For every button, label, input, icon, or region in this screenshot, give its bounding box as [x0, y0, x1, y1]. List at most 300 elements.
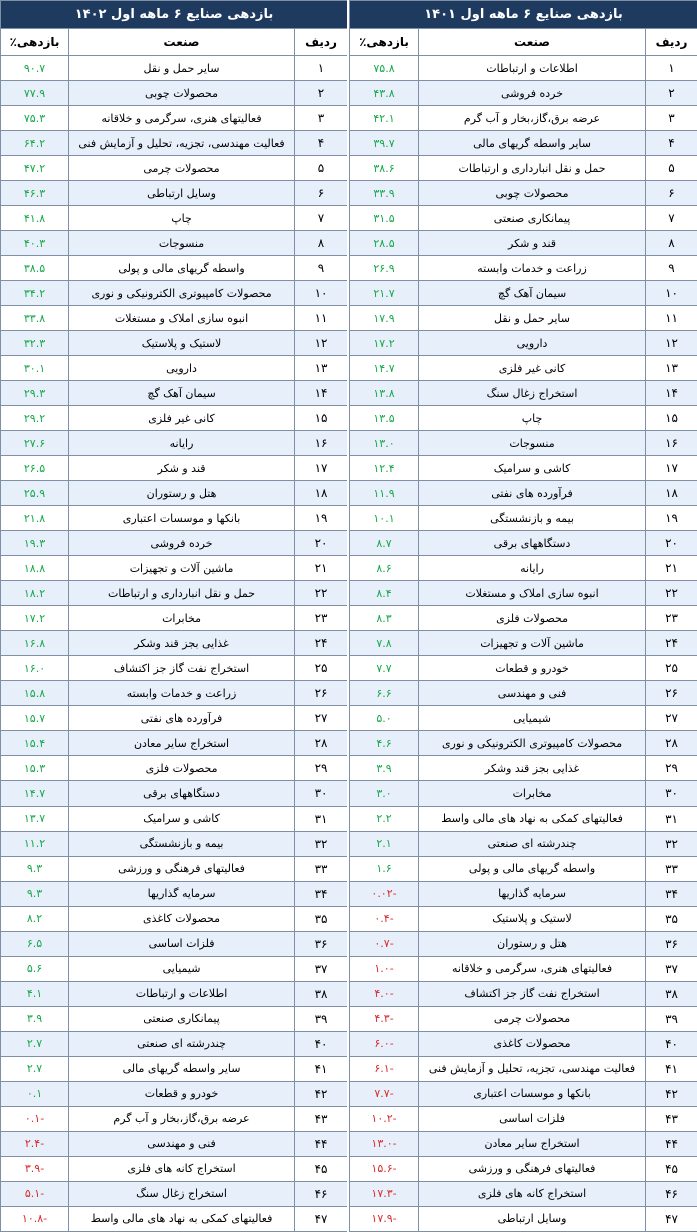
- row-industry: منسوجات: [69, 231, 295, 256]
- table-row: [1, 206, 348, 231]
- table-row: [1, 631, 348, 656]
- table-row: [1, 1031, 348, 1056]
- table-row: [1, 431, 348, 456]
- row-rank: ۲۳: [295, 606, 348, 631]
- table-row: [1, 281, 348, 306]
- row-industry: استخراج سایر معادن: [419, 1131, 646, 1156]
- row-industry: فعالیتهای فرهنگی و ورزشی: [419, 1156, 646, 1181]
- row-rank: ۸: [295, 231, 348, 256]
- row-rank: ۹: [295, 256, 348, 281]
- row-industry: محصولات چوبی: [419, 181, 646, 206]
- row-rank: ۴۱: [295, 1056, 348, 1081]
- table-1402-title: بازدهی صنایع ۶ ماهه اول ۱۴۰۲: [1, 1, 348, 29]
- row-industry: غذایی بجز قند وشکر: [69, 631, 295, 656]
- row-return: -۰.۱: [1, 1106, 69, 1131]
- row-industry: دستگاههای برقی: [69, 781, 295, 806]
- row-industry: چاپ: [69, 206, 295, 231]
- row-return: -۶.۱: [350, 1056, 419, 1081]
- table-row: [350, 431, 697, 456]
- row-return: -۵.۱: [1, 1181, 69, 1206]
- row-industry: استخراج کانه های فلزی: [419, 1181, 646, 1206]
- table-row: [1, 556, 348, 581]
- table-row: [350, 781, 697, 806]
- row-industry: سیمان آهک گچ: [69, 381, 295, 406]
- row-return: ۱.۶: [350, 856, 419, 881]
- row-rank: ۲۰: [295, 531, 348, 556]
- row-industry: هتل و رستوران: [69, 481, 295, 506]
- row-rank: ۳۰: [295, 781, 348, 806]
- row-return: ۶۴.۲: [1, 131, 69, 156]
- row-industry: چندرشته ای صنعتی: [419, 831, 646, 856]
- row-rank: ۴۳: [646, 1106, 697, 1131]
- row-rank: ۲: [295, 81, 348, 106]
- row-return: ۱۷.۲: [350, 331, 419, 356]
- row-return: ۲.۷: [1, 1031, 69, 1056]
- table-1402: [0, 0, 348, 1232]
- row-industry: فنی و مهندسی: [419, 681, 646, 706]
- header-industry: صنعت: [419, 29, 646, 56]
- row-return: ۲.۷: [1, 1056, 69, 1081]
- row-return: ۲۹.۳: [1, 381, 69, 406]
- table-row: [350, 81, 697, 106]
- header-return: بازدهی٪: [1, 29, 69, 56]
- table-row: [1, 1081, 348, 1106]
- table-row: [350, 756, 697, 781]
- table-row: [1, 706, 348, 731]
- table-row: [350, 981, 697, 1006]
- row-return: ۱۸.۸: [1, 556, 69, 581]
- table-row: [350, 1206, 697, 1231]
- row-return: ۳۹.۷: [350, 131, 419, 156]
- table-row: [1, 981, 348, 1006]
- row-rank: ۴۱: [646, 1056, 697, 1081]
- row-return: -۱۰.۲: [350, 1106, 419, 1131]
- table-row: [350, 131, 697, 156]
- table-row: [1, 881, 348, 906]
- row-rank: ۲۱: [295, 556, 348, 581]
- row-return: ۱۵.۳: [1, 756, 69, 781]
- row-return: ۸.۷: [350, 531, 419, 556]
- row-rank: ۳۹: [646, 1006, 697, 1031]
- row-industry: بانکها و موسسات اعتباری: [419, 1081, 646, 1106]
- row-industry: لاستیک و پلاستیک: [419, 906, 646, 931]
- table-row: [350, 281, 697, 306]
- row-rank: ۲۶: [646, 681, 697, 706]
- row-return: -۰.۰۲: [350, 881, 419, 906]
- table-row: [350, 906, 697, 931]
- row-industry: محصولات کاغذی: [419, 1031, 646, 1056]
- row-return: ۳۳.۹: [350, 181, 419, 206]
- row-return: ۶.۶: [350, 681, 419, 706]
- row-return: ۳۳.۸: [1, 306, 69, 331]
- row-industry: واسطه گریهای مالی و پولی: [69, 256, 295, 281]
- row-rank: ۲۴: [295, 631, 348, 656]
- row-industry: فلزات اساسی: [69, 931, 295, 956]
- row-return: ۱۶.۸: [1, 631, 69, 656]
- row-return: ۸.۳: [350, 606, 419, 631]
- row-return: -۱۳.۰: [350, 1131, 419, 1156]
- row-return: -۰.۷: [350, 931, 419, 956]
- row-industry: فعالیتهای هنری، سرگرمی و خلاقانه: [419, 956, 646, 981]
- row-rank: ۳۶: [646, 931, 697, 956]
- row-rank: ۷: [646, 206, 697, 231]
- row-industry: سرمایه گذاریها: [69, 881, 295, 906]
- row-rank: ۴۲: [646, 1081, 697, 1106]
- row-return: ۲.۲: [350, 806, 419, 831]
- row-rank: ۲۸: [646, 731, 697, 756]
- row-industry: رایانه: [419, 556, 646, 581]
- row-industry: سایر واسطه گریهای مالی: [419, 131, 646, 156]
- row-return: ۱۳.۸: [350, 381, 419, 406]
- table-row: [1, 606, 348, 631]
- row-rank: ۷: [295, 206, 348, 231]
- table-row: [1, 656, 348, 681]
- table-row: [1, 581, 348, 606]
- row-rank: ۱۵: [295, 406, 348, 431]
- row-rank: ۲۴: [646, 631, 697, 656]
- row-return: ۳۸.۵: [1, 256, 69, 281]
- row-industry: دستگاههای برقی: [419, 531, 646, 556]
- row-rank: ۴۷: [646, 1206, 697, 1231]
- table-row: [350, 156, 697, 181]
- row-industry: محصولات چرمی: [419, 1006, 646, 1031]
- table-row: [350, 531, 697, 556]
- row-industry: اطلاعات و ارتباطات: [69, 981, 295, 1006]
- table-row: [350, 406, 697, 431]
- row-return: ۲.۱: [350, 831, 419, 856]
- row-industry: زراعت و خدمات وابسته: [419, 256, 646, 281]
- table-row: [350, 931, 697, 956]
- table-row: [350, 1131, 697, 1156]
- row-industry: فعالیتهای فرهنگی و ورزشی: [69, 856, 295, 881]
- row-industry: قند و شکر: [69, 456, 295, 481]
- row-industry: پیمانکاری صنعتی: [419, 206, 646, 231]
- table-row: [1, 756, 348, 781]
- row-industry: سایر حمل و نقل: [419, 306, 646, 331]
- row-industry: غذایی بجز قند وشکر: [419, 756, 646, 781]
- table-row: [1, 1181, 348, 1206]
- row-industry: فعالیتهای کمکی به نهاد های مالی واسط: [69, 1206, 295, 1231]
- table-row: [350, 506, 697, 531]
- row-rank: ۲۸: [295, 731, 348, 756]
- table-row: [1, 1106, 348, 1131]
- row-return: ۱۱.۹: [350, 481, 419, 506]
- table-row: [1, 781, 348, 806]
- row-return: -۱۷.۳: [350, 1181, 419, 1206]
- row-rank: ۳۵: [295, 906, 348, 931]
- table-row: [350, 1081, 697, 1106]
- row-return: ۱۳.۵: [350, 406, 419, 431]
- row-industry: فعالیتهای کمکی به نهاد های مالی واسط: [419, 806, 646, 831]
- row-rank: ۴۲: [295, 1081, 348, 1106]
- row-return: ۱۵.۴: [1, 731, 69, 756]
- row-rank: ۱۳: [295, 356, 348, 381]
- row-return: ۹.۳: [1, 881, 69, 906]
- row-rank: ۲۶: [295, 681, 348, 706]
- row-rank: ۲۷: [295, 706, 348, 731]
- row-return: ۳.۰: [350, 781, 419, 806]
- row-rank: ۴۷: [295, 1206, 348, 1231]
- table-row: [350, 331, 697, 356]
- row-industry: محصولات چوبی: [69, 81, 295, 106]
- row-return: ۹۰.۷: [1, 56, 69, 81]
- table-row: [1, 806, 348, 831]
- row-industry: پیمانکاری صنعتی: [69, 1006, 295, 1031]
- row-rank: ۱۶: [646, 431, 697, 456]
- row-industry: اطلاعات و ارتباطات: [419, 56, 646, 81]
- table-row: [350, 106, 697, 131]
- row-return: ۳۰.۱: [1, 356, 69, 381]
- row-industry: فنی و مهندسی: [69, 1131, 295, 1156]
- row-return: -۴.۳: [350, 1006, 419, 1031]
- table-row: [1, 481, 348, 506]
- header-rank: ردیف: [295, 29, 348, 56]
- table-row: [350, 556, 697, 581]
- table-row: [350, 256, 697, 281]
- row-industry: محصولات کامپیوتری الکترونیکی و نوری: [69, 281, 295, 306]
- row-rank: ۱۱: [646, 306, 697, 331]
- row-industry: بیمه و بازنشستگی: [69, 831, 295, 856]
- row-industry: سیمان آهک گچ: [419, 281, 646, 306]
- row-rank: ۶: [646, 181, 697, 206]
- row-return: -۶.۰: [350, 1031, 419, 1056]
- row-industry: حمل و نقل انبارداری و ارتباطات: [419, 156, 646, 181]
- row-return: ۰.۱: [1, 1081, 69, 1106]
- row-rank: ۳۰: [646, 781, 697, 806]
- table-row: [350, 1031, 697, 1056]
- table-row: [350, 206, 697, 231]
- row-return: ۳۲.۳: [1, 331, 69, 356]
- row-rank: ۱۹: [295, 506, 348, 531]
- row-industry: بیمه و بازنشستگی: [419, 506, 646, 531]
- row-return: ۲۸.۵: [350, 231, 419, 256]
- row-rank: ۲۹: [646, 756, 697, 781]
- row-return: ۷۵.۸: [350, 56, 419, 81]
- row-industry: انبوه سازی املاک و مستغلات: [419, 581, 646, 606]
- row-rank: ۳۸: [646, 981, 697, 1006]
- row-industry: فلزات اساسی: [419, 1106, 646, 1131]
- row-industry: استخراج سایر معادن: [69, 731, 295, 756]
- header-industry: صنعت: [69, 29, 295, 56]
- table-row: [350, 1056, 697, 1081]
- row-industry: محصولات فلزی: [419, 606, 646, 631]
- row-return: ۹.۳: [1, 856, 69, 881]
- table-row: [350, 631, 697, 656]
- table-row: [350, 856, 697, 881]
- row-return: ۳.۹: [1, 1006, 69, 1031]
- table-row: [1, 906, 348, 931]
- row-return: -۱.۰: [350, 956, 419, 981]
- row-industry: شیمیایی: [69, 956, 295, 981]
- table-row: [1, 1006, 348, 1031]
- table-row: [350, 381, 697, 406]
- row-return: ۳۱.۵: [350, 206, 419, 231]
- row-rank: ۳۲: [646, 831, 697, 856]
- row-industry: خودرو و قطعات: [69, 1081, 295, 1106]
- row-rank: ۳۶: [295, 931, 348, 956]
- row-industry: بانکها و موسسات اعتباری: [69, 506, 295, 531]
- row-industry: رایانه: [69, 431, 295, 456]
- row-rank: ۱۱: [295, 306, 348, 331]
- row-rank: ۲۱: [646, 556, 697, 581]
- table-row: [1, 106, 348, 131]
- row-return: ۱۵.۸: [1, 681, 69, 706]
- row-return: ۸.۲: [1, 906, 69, 931]
- table-row: [1, 131, 348, 156]
- table-1401-title: بازدهی صنایع ۶ ماهه اول ۱۴۰۱: [350, 1, 697, 29]
- row-return: ۴۰.۳: [1, 231, 69, 256]
- row-rank: ۱۵: [646, 406, 697, 431]
- row-industry: شیمیایی: [419, 706, 646, 731]
- row-rank: ۱۴: [646, 381, 697, 406]
- row-rank: ۱۶: [295, 431, 348, 456]
- row-industry: عرضه برق،گاز،بخار و آب گرم: [419, 106, 646, 131]
- row-rank: ۲۳: [646, 606, 697, 631]
- row-return: -۳.۹: [1, 1156, 69, 1181]
- row-industry: دارویی: [419, 331, 646, 356]
- table-row: [350, 581, 697, 606]
- table-row: [350, 1106, 697, 1131]
- table-row: [350, 656, 697, 681]
- table-row: [1, 306, 348, 331]
- table-row: [350, 956, 697, 981]
- table-row: [350, 231, 697, 256]
- row-rank: ۱۰: [646, 281, 697, 306]
- row-industry: ماشین آلات و تجهیزات: [419, 631, 646, 656]
- row-return: ۱۷.۹: [350, 306, 419, 331]
- table-row: [1, 931, 348, 956]
- row-rank: ۲۲: [646, 581, 697, 606]
- row-industry: فرآورده های نفتی: [69, 706, 295, 731]
- row-industry: فعالیت مهندسی، تجزیه، تحلیل و آزمایش فنی: [69, 131, 295, 156]
- row-rank: ۳: [646, 106, 697, 131]
- row-return: ۲۹.۲: [1, 406, 69, 431]
- row-return: -۱۵.۶: [350, 1156, 419, 1181]
- row-return: ۱۴.۷: [350, 356, 419, 381]
- header-return: بازدهی٪: [350, 29, 419, 56]
- row-return: ۴.۶: [350, 731, 419, 756]
- row-industry: حمل و نقل انبارداری و ارتباطات: [69, 581, 295, 606]
- row-industry: فرآورده های نفتی: [419, 481, 646, 506]
- table-row: [350, 356, 697, 381]
- row-return: -۱۷.۹: [350, 1206, 419, 1231]
- table-row: [1, 406, 348, 431]
- row-industry: سرمایه گذاریها: [419, 881, 646, 906]
- row-rank: ۳۴: [295, 881, 348, 906]
- row-return: -۲.۴: [1, 1131, 69, 1156]
- table-row: [350, 306, 697, 331]
- table-row: [1, 506, 348, 531]
- row-industry: محصولات چرمی: [69, 156, 295, 181]
- table-row: [1, 731, 348, 756]
- row-rank: ۳۹: [295, 1006, 348, 1031]
- row-industry: مخابرات: [69, 606, 295, 631]
- row-return: ۱۲.۴: [350, 456, 419, 481]
- row-rank: ۱۲: [295, 331, 348, 356]
- row-rank: ۱۲: [646, 331, 697, 356]
- row-industry: دارویی: [69, 356, 295, 381]
- row-industry: محصولات فلزی: [69, 756, 295, 781]
- table-row: [350, 881, 697, 906]
- table-row: [350, 1181, 697, 1206]
- table-row: [1, 231, 348, 256]
- table-row: [350, 481, 697, 506]
- row-rank: ۱۷: [295, 456, 348, 481]
- row-industry: استخراج نفت گاز جز اکتشاف: [419, 981, 646, 1006]
- row-return: -۰.۴: [350, 906, 419, 931]
- row-rank: ۴۰: [646, 1031, 697, 1056]
- row-industry: فعالیتهای هنری، سرگرمی و خلاقانه: [69, 106, 295, 131]
- table-row: [1, 181, 348, 206]
- row-rank: ۴۳: [295, 1106, 348, 1131]
- row-rank: ۳۵: [646, 906, 697, 931]
- row-industry: وسایل ارتباطی: [419, 1206, 646, 1231]
- row-rank: ۲۲: [295, 581, 348, 606]
- row-rank: ۵: [646, 156, 697, 181]
- row-return: ۲۱.۸: [1, 506, 69, 531]
- row-industry: چاپ: [419, 406, 646, 431]
- row-return: ۱۶.۰: [1, 656, 69, 681]
- row-industry: عرضه برق،گاز،بخار و آب گرم: [69, 1106, 295, 1131]
- table-row: [350, 681, 697, 706]
- row-industry: استخراج کانه های فلزی: [69, 1156, 295, 1181]
- row-rank: ۱۷: [646, 456, 697, 481]
- table-row: [1, 331, 348, 356]
- row-return: ۲۶.۹: [350, 256, 419, 281]
- table-row: [1, 1206, 348, 1231]
- row-return: ۷.۸: [350, 631, 419, 656]
- header-rank: ردیف: [646, 29, 697, 56]
- row-rank: ۳۴: [646, 881, 697, 906]
- row-industry: منسوجات: [419, 431, 646, 456]
- row-rank: ۴۵: [646, 1156, 697, 1181]
- table-1401: [349, 0, 697, 1232]
- row-rank: ۴۶: [295, 1181, 348, 1206]
- row-industry: واسطه گریهای مالی و پولی: [419, 856, 646, 881]
- row-industry: مخابرات: [419, 781, 646, 806]
- row-return: ۱۳.۰: [350, 431, 419, 456]
- row-rank: ۱۰: [295, 281, 348, 306]
- row-return: ۱۳.۷: [1, 806, 69, 831]
- row-rank: ۳۱: [646, 806, 697, 831]
- row-return: -۴.۰: [350, 981, 419, 1006]
- row-return: ۴۳.۸: [350, 81, 419, 106]
- row-rank: ۲۵: [646, 656, 697, 681]
- row-return: ۷۷.۹: [1, 81, 69, 106]
- row-return: ۳۸.۶: [350, 156, 419, 181]
- row-rank: ۲۹: [295, 756, 348, 781]
- row-industry: وسایل ارتباطی: [69, 181, 295, 206]
- table-row: [350, 1006, 697, 1031]
- row-return: ۲۵.۹: [1, 481, 69, 506]
- row-return: ۱۰.۱: [350, 506, 419, 531]
- row-rank: ۳۷: [646, 956, 697, 981]
- row-rank: ۲: [646, 81, 697, 106]
- row-industry: فعالیت مهندسی، تجزیه، تحلیل و آزمایش فنی: [419, 1056, 646, 1081]
- table-row: [1, 681, 348, 706]
- row-rank: ۶: [295, 181, 348, 206]
- row-return: ۸.۴: [350, 581, 419, 606]
- row-industry: محصولات کاغذی: [69, 906, 295, 931]
- table-row: [1, 456, 348, 481]
- row-rank: ۴۶: [646, 1181, 697, 1206]
- row-rank: ۲۵: [295, 656, 348, 681]
- row-industry: استخراج زغال سنگ: [69, 1181, 295, 1206]
- row-industry: خودرو و قطعات: [419, 656, 646, 681]
- row-rank: ۳۸: [295, 981, 348, 1006]
- row-return: ۸.۶: [350, 556, 419, 581]
- row-rank: ۳۳: [295, 856, 348, 881]
